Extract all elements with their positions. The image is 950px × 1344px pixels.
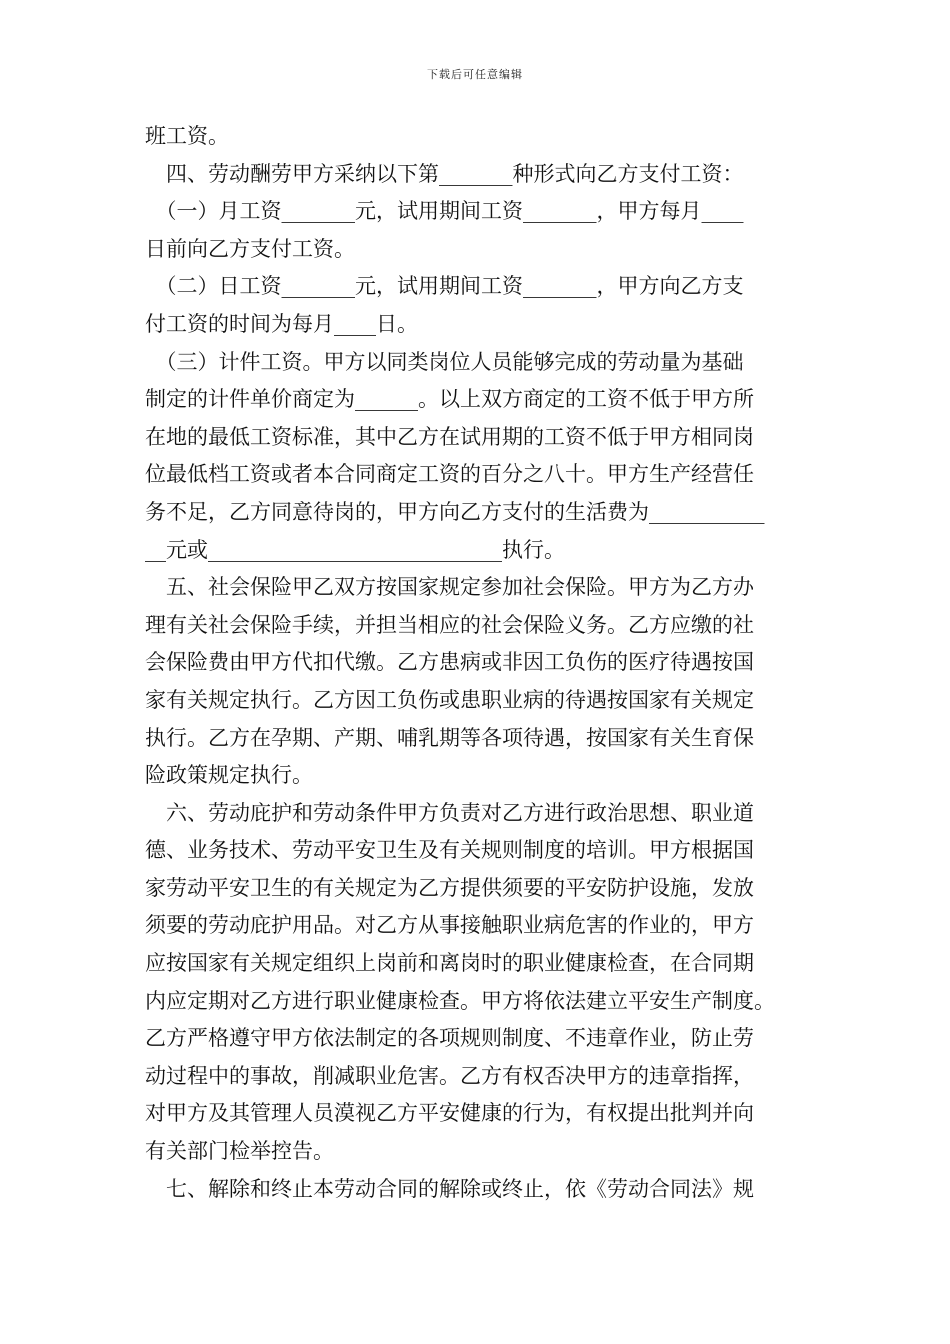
text-line: 乙方严格遵守甲方依法制定的各项规则制度、不违章作业，防止劳 (145, 1026, 754, 1051)
text-line: 内应定期对乙方进行职业健康检查。甲方将依法建立平安生产制度。 (145, 988, 775, 1013)
text-line: 四、劳动酬劳甲方采纳以下第_______种形式向乙方支付工资： (145, 161, 744, 186)
text-line: 应按国家有关规定组织上岗前和离岗时的职业健康检查，在合同期 (145, 951, 754, 976)
text-line: 须要的劳动庇护用品。对乙方从事接触职业病危害的作业的，甲方 (145, 913, 754, 938)
text-line: 五、社会保险甲乙双方按国家规定参加社会保险。甲方为乙方办 (145, 575, 754, 600)
text-line: 对甲方及其管理人员漠视乙方平安健康的行为，有权提出批判并向 (145, 1101, 754, 1126)
text-line: （一）月工资_______元，试用期间工资_______，甲方每月____ (145, 199, 744, 224)
text-line: 家劳动平安卫生的有关规定为乙方提供须要的平安防护设施，发放 (145, 875, 754, 900)
document-body (145, 118, 805, 1208)
text-line: 务不足，乙方同意待岗的，甲方向乙方支付的生活费为___________ (145, 499, 765, 524)
text-line: __元或____________________________执行。 (145, 537, 565, 562)
text-line: 执行。乙方在孕期、产期、哺乳期等各项待遇，按国家有关生育保 (145, 725, 754, 750)
text-line: 制定的计件单价商定为______。以上双方商定的工资不低于甲方所 (145, 387, 754, 412)
text-line: 七、解除和终止本劳动合同的解除或终止，依《劳动合同法》规 (145, 1176, 754, 1201)
page-header: 下载后可任意编辑 (427, 68, 523, 81)
text-line: 理有关社会保险手续，并担当相应的社会保险义务。乙方应缴的社 (145, 612, 754, 637)
text-line: 德、业务技术、劳动平安卫生及有关规则制度的培训。甲方根据国 (145, 838, 754, 863)
text-line: 在地的最低工资标准，其中乙方在试用期的工资不低于甲方相同岗 (145, 424, 754, 449)
text-line: 动过程中的事故，削减职业危害。乙方有权否决甲方的违章指挥， (145, 1063, 754, 1088)
text-line: 六、劳动庇护和劳动条件甲方负责对乙方进行政治思想、职业道 (145, 800, 754, 825)
text-line: 家有关规定执行。乙方因工负伤或患职业病的待遇按国家有关规定 (145, 687, 754, 712)
text-line: 班工资。 (145, 124, 229, 148)
text-line: 有关部门检举控告。 (145, 1139, 334, 1164)
text-line: 会保险费由甲方代扣代缴。乙方患病或非因工负伤的医疗待遇按国 (145, 650, 754, 675)
text-line: （二）日工资_______元，试用期间工资_______，甲方向乙方支 (145, 274, 744, 299)
text-line: 位最低档工资或者本合同商定工资的百分之八十。甲方生产经营任 (145, 462, 754, 487)
text-line: （三）计件工资。甲方以同类岗位人员能够完成的劳动量为基础 (145, 349, 744, 374)
text-line: 付工资的时间为每月____日。 (145, 311, 418, 336)
text-line: 日前向乙方支付工资。 (145, 236, 355, 261)
text-line: 险政策规定执行。 (145, 763, 313, 788)
